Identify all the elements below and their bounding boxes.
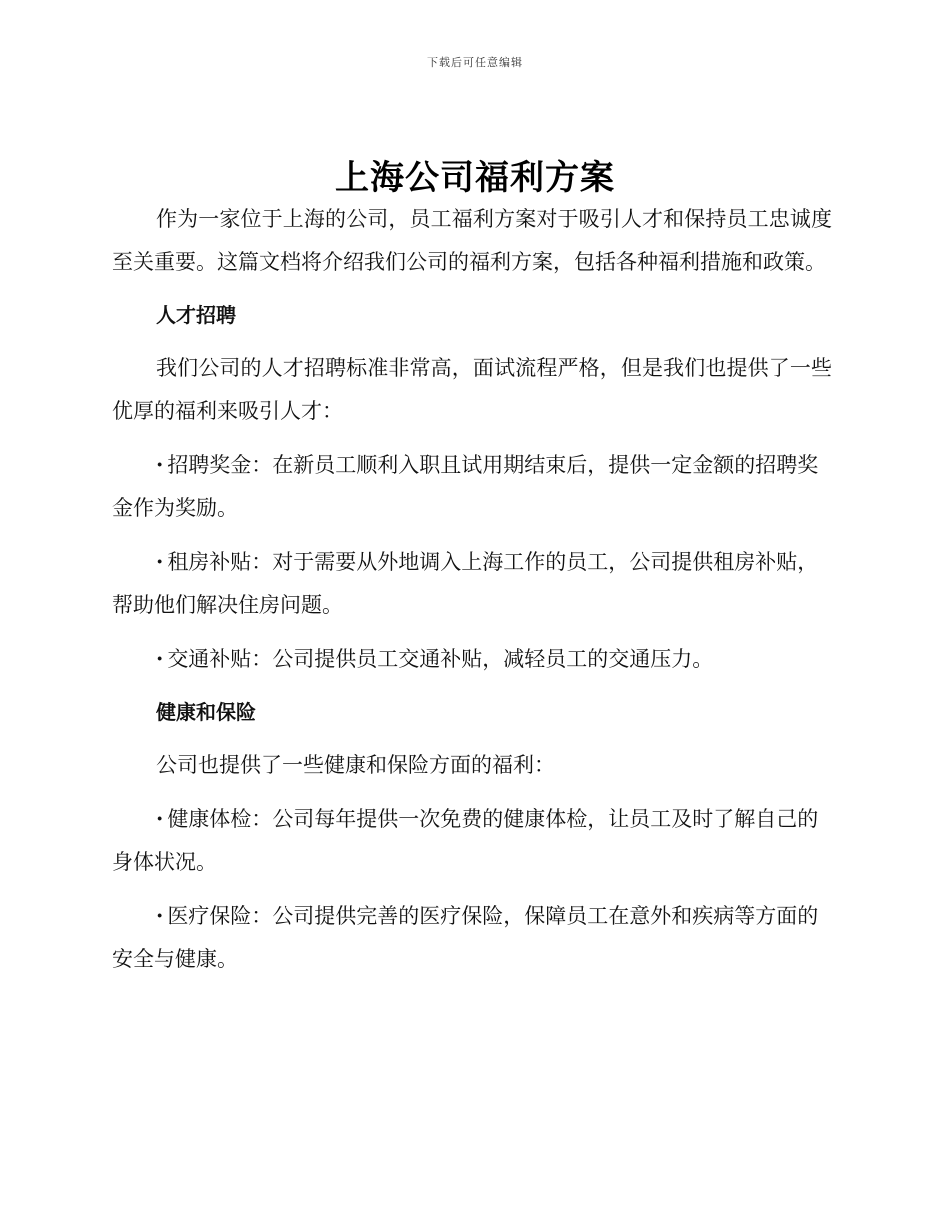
section-heading-talent: 人才招聘 [156, 303, 236, 327]
bullet-icon: · [156, 452, 164, 477]
bullet-icon: · [156, 549, 164, 574]
health-intro-paragraph: 公司也提供了一些健康和保险方面的福利： [156, 753, 555, 777]
header-note: 下载后可任意编辑 [427, 56, 523, 69]
list-item-text: 招聘奖金：在新员工顺利入职且试用期结束后，提供一定金额的招聘奖金作为奖励。 [112, 453, 819, 520]
page-title: 上海公司福利方案 [335, 158, 615, 198]
intro-paragraph: 作为一家位于上海的公司，员工福利方案对于吸引人才和保持员工忠诚度至关重要。这篇文档将介绍我们公司的福利方案，包括各种福利措施和政策。 [112, 207, 832, 274]
list-item [112, 540, 832, 627]
list-item-text: 健康体检：公司每年提供一次免费的健康体检，让员工及时了解自己的身体状况。 [112, 807, 819, 874]
list-item-text: 租房补贴：对于需要从外地调入上海工作的员工，公司提供租房补贴，帮助他们解决住房问题。 [112, 550, 819, 617]
list-item-text: 交通补贴：公司提供员工交通补贴，减轻员工的交通压力。 [167, 647, 714, 671]
section-heading-health: 健康和保险 [156, 700, 256, 724]
talent-intro-paragraph: 我们公司的人才招聘标准非常高，面试流程严格，但是我们也提供了一些优厚的福利来吸引人才： [112, 356, 832, 423]
bullet-icon: · [156, 903, 164, 928]
bullet-icon: · [156, 806, 164, 831]
list-item [112, 797, 832, 884]
list-item [112, 637, 832, 681]
document-body [112, 198, 832, 991]
bullet-icon: · [156, 646, 164, 671]
list-item-text: 医疗保险：公司提供完善的医疗保险，保障员工在意外和疾病等方面的安全与健康。 [112, 904, 819, 971]
list-item [112, 894, 832, 981]
list-item [112, 443, 832, 530]
